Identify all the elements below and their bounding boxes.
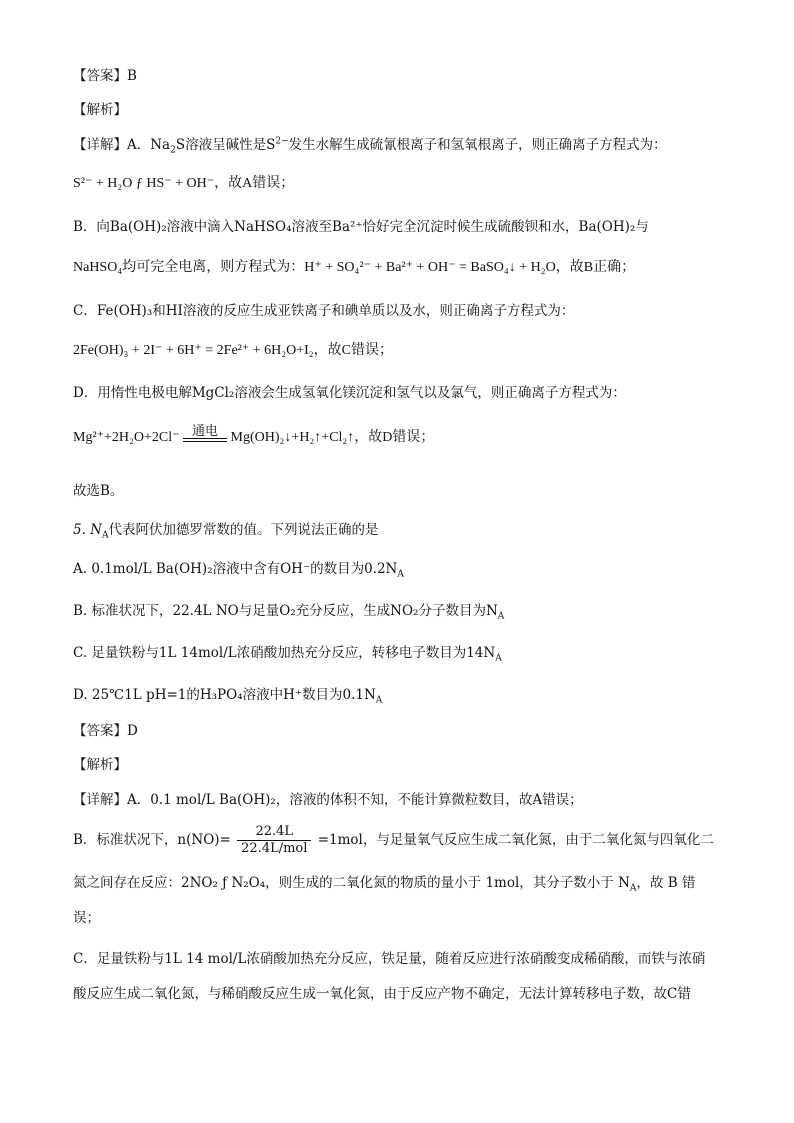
- q4-answer-label: 【答案】B: [73, 68, 137, 84]
- q5-stem: 5. $N_A$代表阿伏加德罗常数的值。下列说法正确的是: [73, 522, 379, 541]
- q5-answer-label: 【答案】D: [73, 723, 138, 739]
- q4-detail-b-line1: B．向Ba(OH)₂溶液中滴入NaHSO₄溶液至Ba²⁺恰好完全沉淀时候生成硫酸钡和水，Ba(OH)₂与: [73, 219, 649, 235]
- q5-option-b: B. 标准状况下，22.4L NO与足量O₂充分反应，生成NO₂分子数目为$N_A$: [73, 603, 505, 622]
- q5-option-d: D. 25℃1L pH=1的H₃PO₄溶液中H⁺数目为$0.1N_A$: [73, 687, 383, 706]
- q4-choose: 故选B。: [73, 483, 124, 499]
- q4-detail-b-line2: NaHSO₄均可完全电离，则方程式为：H⁺ + SO₄²⁻ + Ba²⁺ + OH⁻ = BaSO₄↓ + H₂O，故B正确；: [73, 260, 636, 275]
- q4-detail-d-line1: D．用惰性电极电解MgCl₂溶液会生成氢氧化镁沉淀和氢气以及氯气，则正确离子方程式为：: [73, 385, 626, 401]
- q4-detail-c-line1: C．Fe(OH)₃和HI溶液的反应生成亚铁离子和碘单质以及水，则正确离子方程式为：: [73, 303, 575, 319]
- q5-detail-c-line1: C．足量铁粉与1L 14 mol/L浓硝酸加热充分反应，铁足量，随着反应进行浓硝酸变成稀硝酸，而铁与浓硝: [73, 951, 706, 967]
- q4-detail-a: 【详解】A．$Na_2S$溶液呈碱性是$S^{2-}$发生水解生成硫氰根离子和氢氧根离子，则正确离子方程式为：: [73, 136, 667, 156]
- q4-analysis-label: 【解析】: [73, 102, 127, 118]
- q5-detail-b-line1: B．标准状况下，n(NO)= $\frac{22.4L}{\text{22.4L/mol}}$ =1mol，与足量氧气反应生成二氧化氮，由于二氧化氮与四氧化二: [73, 824, 714, 856]
- q4-equation-a: S²⁻ + H₂O ƒ HS⁻ + OH⁻，故A错误；: [73, 176, 295, 191]
- q5-detail-b-line3: 误；: [73, 910, 100, 926]
- q5-option-a: A. 0.1mol/L Ba(OH)₂溶液中含有OH⁻的数目为$0.2N_A$: [73, 561, 404, 580]
- q5-detail-b-line2: 氮之间存在反应：2NO₂ ƒ N₂O₄，则生成的二氧化氮的物质的量小于 1mol，其分子数小于 $N_A$，故 B 错: [73, 875, 696, 894]
- q4-detail-c-line2: 2Fe(OH)₃ + 2I⁻ + 6H⁺ = 2Fe²⁺ + 6H₂O+I₂，故C错误；: [73, 343, 394, 358]
- q5-analysis-label: 【解析】: [73, 757, 127, 773]
- q5-detail-a: 【详解】A．0.1 mol/L Ba(OH)₂，溶液的体积不知，不能计算微粒数目，故A错误；: [73, 792, 583, 808]
- q4-equation-d: Mg²⁺+2H₂O+2Cl⁻ 通电 Mg(OH)₂↓+H₂↑+Cl₂↑，故D错误；: [73, 423, 435, 445]
- electrolysis-arrow: 通电: [183, 424, 227, 447]
- q5-option-c: C. 足量铁粉与1L 14mol/L浓硝酸加热充分反应，转移电子数目为$14N_A$: [73, 645, 502, 664]
- volume-fraction: $\frac{22.4L}{\text{22.4L/mol}}$: [237, 824, 311, 857]
- q5-detail-c-line2: 酸反应生成二氧化氮，与稀硝酸反应生成一氧化氮，由于反应产物不确定，无法计算转移电子数，故C错: [73, 986, 691, 1002]
